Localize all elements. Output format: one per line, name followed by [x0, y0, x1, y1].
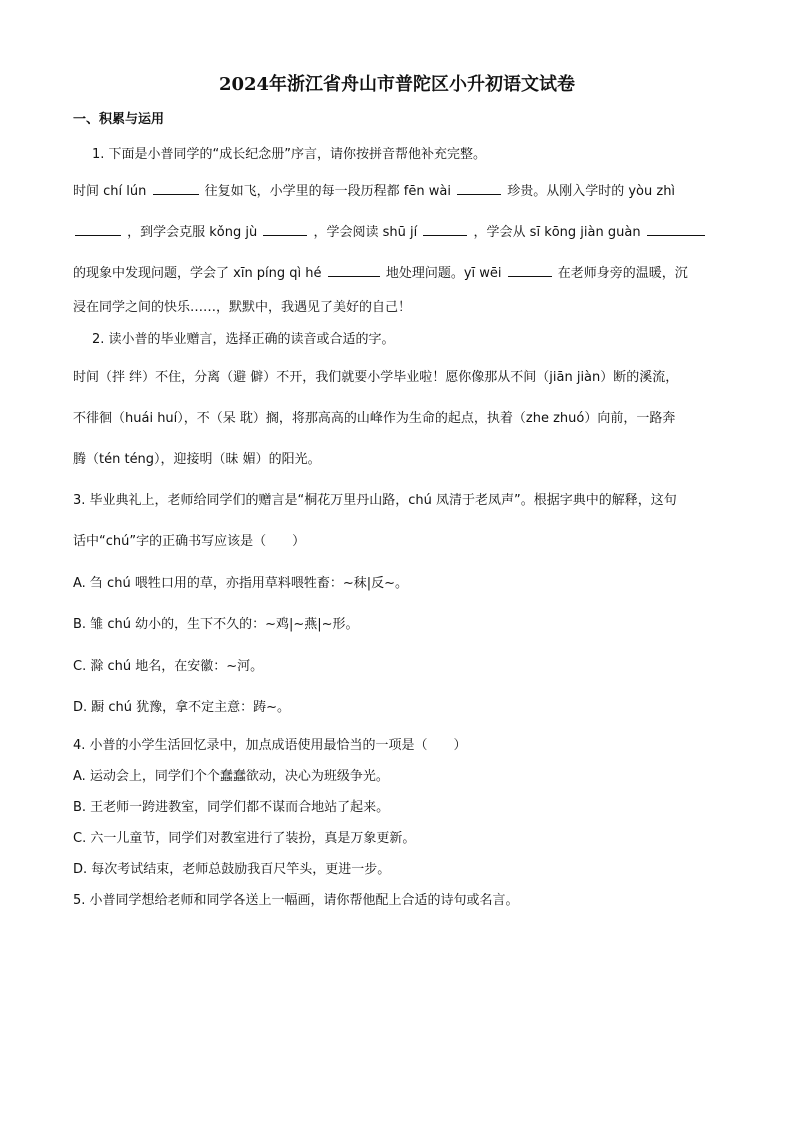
q1-line-1 — [73, 180, 675, 199]
answer-blank[interactable] — [153, 182, 199, 195]
answer-blank[interactable] — [508, 264, 552, 277]
answer-blank[interactable] — [75, 223, 121, 236]
q1-line-2 — [73, 221, 707, 240]
answer-blank[interactable] — [328, 264, 380, 277]
q3-option-d[interactable]: D. 蹰 chú 犹豫，拿不定主意：踌~。 — [73, 700, 291, 715]
q4-option-c[interactable]: C. 六一儿童节，同学们对教室进行了装扮，真是万象更新。 — [73, 831, 416, 846]
q1-line-4: 浸在同学之间的快乐……，默默中，我遇见了美好的自己！ — [73, 300, 412, 315]
q1-text: 在老师身旁的温暖，沉 — [557, 266, 688, 281]
q4-option-d[interactable]: D. 每次考试结束，老师总鼓励我百尺竿头，更进一步。 — [73, 862, 391, 877]
q1-text: ，学会从 sī kōng jiàn guàn — [473, 225, 641, 240]
q1-text: 的现象中发现问题，学会了 xīn píng qì hé — [73, 266, 322, 281]
section-heading: 一、积累与运用 — [73, 112, 165, 127]
q5-stem: 5. 小普同学想给老师和同学各送上一幅画，请你帮他配上合适的诗句或名言。 — [73, 893, 519, 908]
q4-option-a[interactable]: A. 运动会上，同学们个个蠢蠢欲动，决心为班级争光。 — [73, 769, 389, 784]
answer-blank[interactable] — [647, 223, 705, 236]
q1-text: 时间 chí lún — [73, 184, 147, 199]
answer-blank[interactable] — [423, 223, 467, 236]
answer-blank[interactable] — [263, 223, 307, 236]
answer-blank[interactable] — [457, 182, 501, 195]
q2-line-2: 不徘徊（huái huí），不（呆 耽）搁，将那高高的山峰作为生命的起点，执着（zhe zhuó）向前，一路奔 — [73, 411, 676, 426]
q2-line-1: 时间（拌 绊）不住，分离（避 僻）不开，我们就要小学毕业啦！愿你像那从不间（jiān jiàn）断的溪流， — [73, 370, 679, 385]
q1-text: 地处理问题。yī wēi — [385, 266, 502, 281]
q3-option-a[interactable]: A. 刍 chú 喂牲口用的草，亦指用草料喂牲畜：~秣|反~。 — [73, 576, 408, 591]
q4-stem: 4. 小普的小学生活回忆录中，加点成语使用最恰当的一项是（ ） — [73, 738, 467, 753]
q2-stem: 2. 读小普的毕业赠言，选择正确的读音或合适的字。 — [92, 332, 395, 347]
q1-stem: 1. 下面是小普同学的“成长纪念册”序言，请你按拼音帮他补充完整。 — [92, 147, 487, 162]
q4-option-b[interactable]: B. 王老师一跨进教室，同学们都不谋而合地站了起来。 — [73, 800, 390, 815]
q3-stem-1: 3. 毕业典礼上，老师给同学们的赠言是“桐花万里丹山路，chú 凤清于老凤声”。根据字典中的解释，这句 — [73, 493, 677, 508]
q3-stem-2: 话中“chú”字的正确书写应该是（ ） — [73, 534, 306, 549]
q1-text: 珍贵。从刚入学时的 yòu zhì — [507, 184, 676, 199]
page-title: 2024年浙江省舟山市普陀区小升初语文试卷 — [218, 74, 576, 95]
q1-text: ，学会阅读 shū jí — [313, 225, 418, 240]
q1-line-3 — [73, 262, 688, 281]
q3-option-c[interactable]: C. 滁 chú 地名，在安徽：~河。 — [73, 659, 264, 674]
q1-text: ，到学会克服 kǒng jù — [127, 225, 258, 240]
q1-text: 往复如飞，小学里的每一段历程都 fēn wài — [204, 184, 451, 199]
q2-line-3: 腾（tén téng），迎接明（昧 媚）的阳光。 — [73, 452, 321, 467]
q3-option-b[interactable]: B. 雏 chú 幼小的，生下不久的：~鸡|~燕|~形。 — [73, 617, 359, 632]
